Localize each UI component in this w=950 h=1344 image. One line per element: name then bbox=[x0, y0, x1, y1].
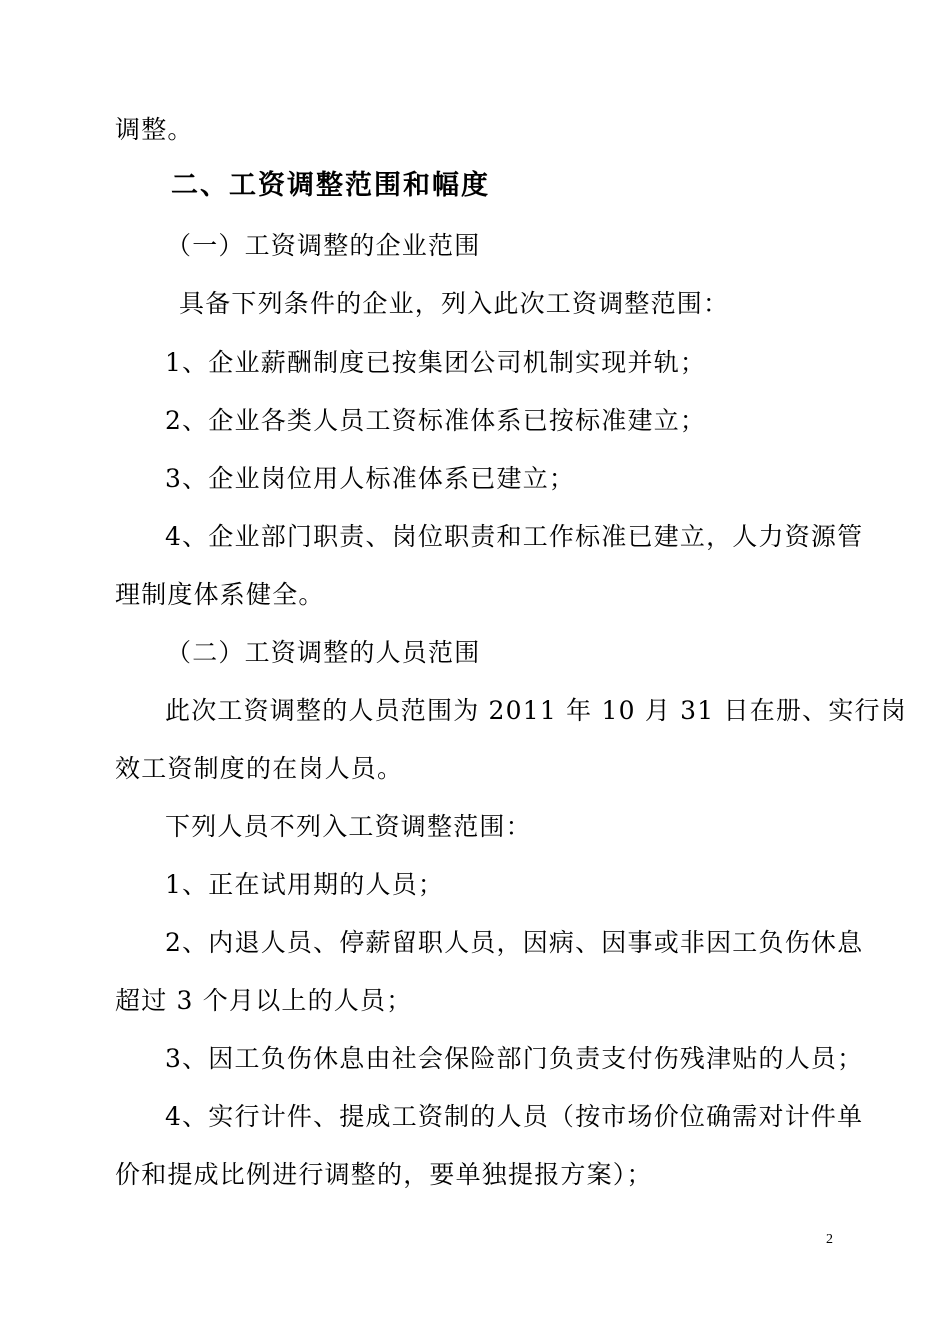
subsection-heading-enterprise-scope: （一）工资调整的企业范围 bbox=[166, 231, 481, 260]
text-line-continuation: 调整。 bbox=[115, 115, 194, 144]
list-item-2: 2、企业各类人员工资标准体系已按标准建立； bbox=[165, 406, 707, 435]
list-item-3: 3、企业岗位用人标准体系已建立； bbox=[165, 464, 576, 493]
section-heading: 二、工资调整范围和幅度 bbox=[171, 170, 490, 201]
exclusion-item-3: 3、因工负伤休息由社会保险部门负责支付伤残津贴的人员； bbox=[165, 1044, 864, 1073]
exclusion-item-4-continuation: 价和提成比例进行调整的，要单独提报方案）； bbox=[115, 1160, 653, 1189]
paragraph-exclusions: 下列人员不列入工资调整范围： bbox=[165, 812, 532, 841]
subsection-heading-personnel-scope: （二）工资调整的人员范围 bbox=[166, 638, 481, 667]
exclusion-item-4: 4、实行计件、提成工资制的人员（按市场价位确需对计件单 bbox=[165, 1102, 864, 1131]
exclusion-item-2: 2、内退人员、停薪留职人员，因病、因事或非因工负伤休息 bbox=[165, 928, 864, 957]
exclusion-item-1: 1、正在试用期的人员； bbox=[165, 870, 445, 899]
paragraph-personnel-scope: 此次工资调整的人员范围为 2011 年 10 月 31 日在册、实行岗 bbox=[165, 696, 907, 725]
paragraph-personnel-scope-continuation: 效工资制度的在岗人员。 bbox=[115, 754, 404, 783]
list-item-4-continuation: 理制度体系健全。 bbox=[115, 580, 325, 609]
page-number: 2 bbox=[826, 1232, 833, 1247]
exclusion-item-2-continuation: 超过 3 个月以上的人员； bbox=[115, 986, 413, 1015]
list-item-4: 4、企业部门职责、岗位职责和工作标准已建立，人力资源管 bbox=[165, 522, 864, 551]
list-item-1: 1、企业薪酬制度已按集团公司机制实现并轨； bbox=[165, 348, 707, 377]
paragraph-enterprise-conditions: 具备下列条件的企业，列入此次工资调整范围： bbox=[179, 289, 730, 318]
